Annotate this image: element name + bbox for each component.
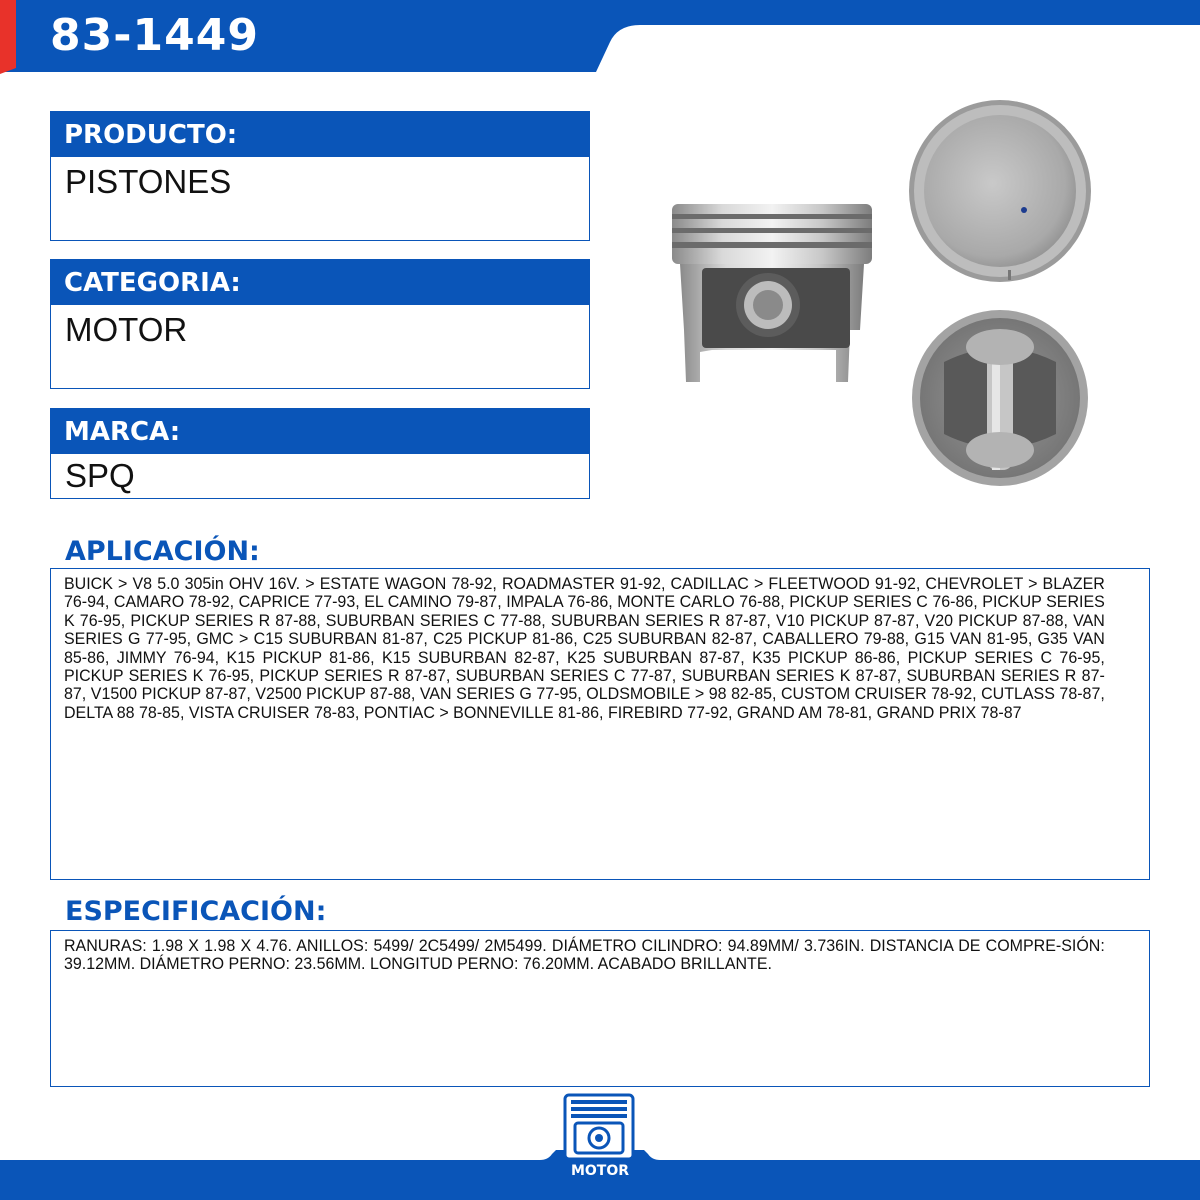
piston-bottom-photo <box>912 310 1088 486</box>
category-label: CATEGORIA: <box>50 259 590 305</box>
brand-value: SPQ <box>50 454 590 499</box>
piston-side-photo <box>672 204 872 382</box>
product-field <box>50 111 590 241</box>
piston-icon <box>561 1092 637 1160</box>
category-field <box>50 259 590 389</box>
brand-label: MARCA: <box>50 408 590 454</box>
part-number: 83-1449 <box>50 10 259 61</box>
brand-field <box>50 408 590 499</box>
category-value: MOTOR <box>50 305 590 389</box>
footer-category-label: MOTOR <box>570 1163 630 1179</box>
product-value: PISTONES <box>50 157 590 241</box>
application-title: APLICACIÓN: <box>65 536 260 567</box>
application-box <box>50 568 1150 880</box>
specification-title: ESPECIFICACIÓN: <box>65 896 327 927</box>
specification-box <box>50 930 1150 1087</box>
product-photos <box>660 100 1120 500</box>
specification-text: RANURAS: 1.98 X 1.98 X 4.76. ANILLOS: 5499/ 2C5499/ 2M5499. DIÁMETRO CILINDRO: 94.89MM/ 3.736IN. DISTANCIA DE COMPRE-SIÓN: 39.12MM. DIÁMETRO PERNO: 23.56MM. LONGITUD PERNO: 76.20MM. ACABADO BRILLANTE. <box>64 937 1105 974</box>
piston-top-photo <box>909 100 1091 282</box>
product-label: PRODUCTO: <box>50 111 590 157</box>
application-text: BUICK > V8 5.0 305in OHV 16V. > ESTATE WAGON 78-92, ROADMASTER 91-92, CADILLAC > FLEETWOOD 91-92, CHEVROLET > BLAZER 76-94, CAMARO 78-92, CAPRICE 77-93, EL CAMINO 79-87, IMPALA 76-86, MONTE CARLO 76-88, PICKUP SERIES C 76-86, PICKUP SERIES K 76-95, PICKUP SERIES R 87-88, SUBURBAN SERIES C 77-88, SUBURBAN SERIES R 87-87, V10 PICKUP 87-87, V20 PICKUP 87-88, VAN SERIES G 77-95, GMC > C15 SUBURBAN 81-87, C25 PICKUP 81-86, C25 SUBURBAN 82-87, CABALLERO 79-88, G15 VAN 81-95, G35 VAN 85-86, JIMMY 76-94, K15 PICKUP 81-86, K15 SUBURBAN 82-87, K25 SUBURBAN 87-87, K35 PICKUP 86-86, PICKUP SERIES C 76-95, PICKUP SERIES K 76-95, PICKUP SERIES R 87-87, SUBURBAN SERIES C 77-87, SUBURBAN SERIES K 87-87, SUBURBAN SERIES R 87-87, V1500 PICKUP 87-87, V2500 PICKUP 87-88, VAN SERIES G 77-95, OLDSMOBILE > 98 82-85, CUSTOM CRUISER 78-92, CUTLASS 78-87, DELTA 88 78-85, VISTA CRUISER 78-83, PONTIAC > BONNEVILLE 81-86, FIREBIRD 77-92, GRAND AM 78-81, GRAND PRIX 78-87 <box>64 575 1105 722</box>
